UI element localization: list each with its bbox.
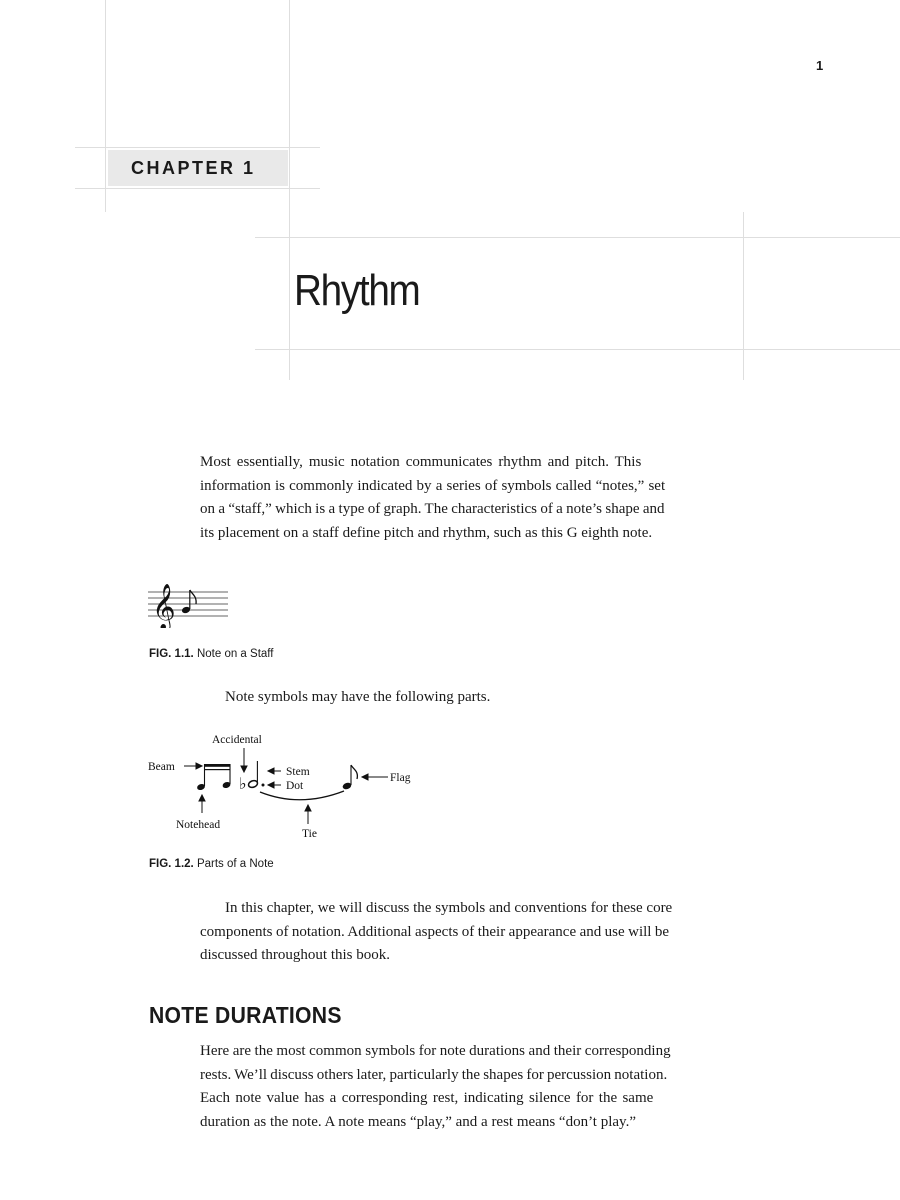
treble-clef-icon: 𝄞 bbox=[152, 584, 176, 628]
grid-line bbox=[743, 212, 744, 380]
figure-caption-text: Parts of a Note bbox=[196, 858, 274, 870]
figure-number: FIG. 1.2. bbox=[149, 858, 194, 870]
figure-caption bbox=[149, 858, 274, 870]
figure-caption-text: Note on a Staff bbox=[196, 648, 274, 660]
note-parts-figure bbox=[140, 728, 440, 846]
paragraph-line: its placement on a staff define pitch and rhythm, such as this G eighth note. bbox=[200, 524, 653, 541]
dot-mark bbox=[262, 784, 265, 787]
figure-caption bbox=[149, 648, 273, 660]
paragraph-line: duration as the note. A note means “play,” and a rest means “don’t play.” bbox=[200, 1113, 636, 1130]
staff-figure bbox=[146, 578, 232, 628]
chapter-paragraph bbox=[200, 897, 726, 968]
chapter-label: CHAPTER 1 bbox=[131, 158, 256, 178]
note-flag-icon bbox=[351, 765, 357, 779]
half-note-head bbox=[248, 779, 259, 788]
grid-line bbox=[105, 0, 106, 212]
paragraph-line: information is commonly indicated by a series of symbols called “notes,” set bbox=[200, 477, 666, 494]
paragraph-line: discussed throughout this book. bbox=[200, 947, 390, 963]
grid-line bbox=[255, 237, 900, 238]
grid-line bbox=[75, 188, 320, 189]
flat-icon: ♭ bbox=[239, 776, 247, 793]
paragraph-line: Most essentially, music notation communicates rhythm and pitch. This bbox=[200, 454, 642, 470]
label-beam: Beam bbox=[148, 761, 175, 773]
figure-number: FIG. 1.1. bbox=[149, 648, 194, 660]
paragraph-line: on a “staff,” which is a type of graph. The characteristics of a note’s shape and bbox=[200, 501, 665, 517]
chapter-title: Rhythm bbox=[294, 266, 420, 315]
section-heading: NOTE DURATIONS bbox=[149, 1002, 342, 1028]
paragraph-line: Here are the most common symbols for note durations and their corresponding bbox=[200, 1043, 671, 1059]
intro-paragraph bbox=[200, 451, 726, 545]
grid-line bbox=[255, 349, 900, 350]
grid-line bbox=[75, 147, 320, 148]
page-number: 1 bbox=[816, 58, 824, 73]
tie-curve bbox=[260, 791, 344, 800]
label-accidental: Accidental bbox=[212, 734, 262, 746]
label-notehead: Notehead bbox=[176, 819, 221, 831]
label-dot: Dot bbox=[286, 780, 304, 792]
paragraph-line: components of notation. Additional aspects of their appearance and use will be bbox=[200, 923, 670, 940]
note-durations-paragraph bbox=[200, 1040, 726, 1134]
label-stem: Stem bbox=[286, 766, 310, 778]
label-flag: Flag bbox=[390, 772, 411, 784]
paragraph-line: Each note value has a corresponding rest, indicating silence for the same bbox=[200, 1090, 654, 1106]
paragraph-line: In this chapter, we will discuss the symbols and conventions for these core bbox=[225, 900, 673, 916]
parts-intro: Note symbols may have the following parts. bbox=[225, 689, 491, 705]
paragraph-line: rests. We’ll discuss others later, particularly the shapes for percussion notation. bbox=[200, 1066, 668, 1083]
grid-line bbox=[289, 0, 290, 380]
label-tie: Tie bbox=[302, 828, 317, 840]
beam-bar bbox=[204, 764, 230, 767]
